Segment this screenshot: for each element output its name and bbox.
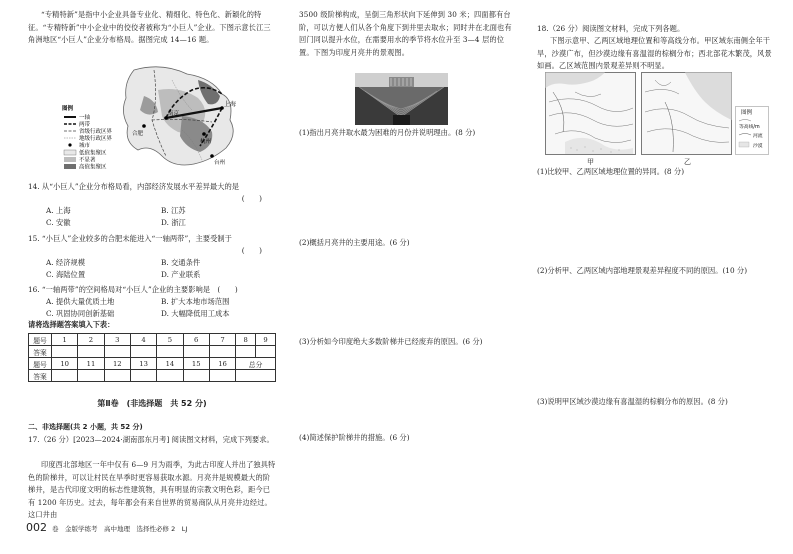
q15-option-a[interactable]: A. 经济规模 [46,258,86,267]
svg-text:两带: 两带 [79,122,91,128]
q17-material: 印度西北部地区一年中仅有 6—9 月为雨季，为此古印度人并出了独具特色的阶梯井，可以让村民在旱季时更容易获取水源。月亮井是规模最大的阶梯井，是古代印度文明的标志性建筑物，具有明显的宗教文明色彩，距今已有 1200 年历史。过去，每年都会有来自世界的贸易商队从月亮井边经过。这口井由 [28,460,276,520]
map-label-jia: 甲 [587,158,594,166]
map-label-yi: 乙 [684,158,691,166]
map-label-nanjing: 南京 [168,111,180,117]
q14-paren: ( ) [241,194,262,203]
answer-cell[interactable] [256,346,276,358]
q16-option-b[interactable]: B. 扩大本地市场范围 [161,297,230,306]
q14-option-c[interactable]: C. 安徽 [46,218,71,228]
svg-text:一轴: 一轴 [79,115,91,121]
footer-text: 卷 金版学练考 高中地理 选择性必修 2 LJ [52,525,188,533]
map-label-hangzhou: 杭州 [200,139,212,145]
q15-option-b[interactable]: B. 交通条件 [161,258,201,267]
q17-part-2: (2)概括月亮井的主要用途。(6 分) [299,238,410,247]
q14-option-a[interactable]: A. 上海 [46,206,71,215]
table-row: 答案 [29,346,276,358]
total-score-cell[interactable] [236,370,276,382]
region-map-legend [736,107,769,155]
svg-text:等高线/m: 等高线/m [739,125,760,130]
q16-option-a[interactable]: A. 提供大量优质土地 [46,297,115,306]
answer-cell[interactable] [157,370,183,382]
map-label-hefei: 合肥 [132,131,144,137]
answer-cell[interactable] [236,346,256,358]
answer-cell[interactable] [209,346,235,358]
q16-option-c[interactable]: C. 巩固协同创新基础 [46,309,115,319]
map-label-shanghai: 上海 [224,101,237,108]
q17-part-3: (3)分析如今印度绝大多数阶梯井已经废弃的原因。(6 分) [299,337,483,346]
answer-cell[interactable] [209,370,235,382]
question-15 [28,233,276,282]
answer-cell[interactable] [183,370,209,382]
answer-cell[interactable] [52,346,78,358]
region-maps [545,72,770,162]
answer-cell[interactable] [157,346,183,358]
answer-cell[interactable] [78,346,104,358]
section-2-heading: 二、非选择题(共 2 小题，共 52 分) [28,423,143,431]
answer-cell[interactable] [78,370,104,382]
map-label-taizhou: 台州 [214,160,226,166]
q17-part-1: (1)指出月亮井取水最为困难的月份并说明理由。(8 分) [299,128,476,137]
part-2-title: 第Ⅱ卷 (非选择题 共 52 分) [97,399,207,408]
q15-option-d[interactable]: D. 产业联系 [161,270,201,280]
page-footer [26,521,187,534]
q17-material-continued: 3500 级阶梯构成，呈倒三角形状向下延伸到 30 米；四面都有台阶，可以方便人们从各个角度下到井里去取水；同时井在北面也有回门同以提升水位，在需要用水的季节将水位升至 3—4 层的位置。下图为印度月亮井的景观图。 [299,10,512,57]
svg-text:城市: 城市 [79,143,91,149]
q15-option-c[interactable]: C. 海陆位置 [46,270,86,280]
svg-text:不显著: 不显著 [79,157,96,164]
page-number: 002 [26,521,47,534]
answer-cell[interactable] [183,346,209,358]
table-row: 题号 10 11 12 13 14 15 16 总分 [29,358,276,370]
svg-text:省级行政区界: 省级行政区界 [79,129,113,135]
q18-part-2: (2)分析甲、乙两区域内部地理景观差异程度不同的原因。(10 分) [537,266,748,275]
svg-text:河流: 河流 [753,134,763,139]
intro-paragraph: “专精特新”是指中小企业具备专业化、精细化、特色化、新颖化的特征。“专精特新”中小企业中的佼佼者被称为“小巨人”企业。下图示意长江三角洲地区“小巨人”企业分布格局。据图完成 14—16 题。 [28,10,271,45]
q15-paren: ( ) [241,246,262,255]
q15-stem: 15. “小巨人”企业较多的合肥未能进入“一轴两带”，主要受制于 [28,234,232,243]
answer-table-title: 请将选择题答案填入下表： [28,320,115,329]
q14-option-d[interactable]: D. 浙江 [161,218,186,228]
stepwell-photo [355,73,448,125]
answer-table [28,333,276,382]
svg-text:高值集聚区: 高值集聚区 [79,164,107,171]
answer-cell[interactable] [104,346,130,358]
q18-material: 下图示意甲、乙两区域地理位置和等高线分布。甲区域东南侧全年干旱，沙漠广布，但沙漠边缘有喜温湿的棕榈分布；西北部花木繁茂，风景如画。乙区域范围内景观差异则不明显。 [537,36,772,71]
q18-part-3: (3)说明甲区域沙漠边缘有喜温湿的棕榈分布的原因。(8 分) [537,397,728,406]
q14-option-b[interactable]: B. 江苏 [161,206,186,215]
map-legend [62,104,113,171]
table-row: 题号 1 2 3 4 5 6 7 8 9 [29,334,276,346]
svg-text:地级行政区界: 地级行政区界 [79,136,113,142]
answer-cell[interactable] [52,370,78,382]
q17-heading: 17.（26 分）[2023—2024·湖南邵东月考] 阅读图文材料，完成下列要求。 [28,435,274,444]
svg-text:图例: 图例 [741,110,753,116]
question-16 [28,284,276,321]
svg-text:图例: 图例 [62,106,74,112]
table-row: 答案 [29,370,276,382]
q18-heading: 18.（26 分）阅读图文材料，完成下列各题。 [537,24,685,33]
yangtze-delta-map [62,60,262,175]
question-14 [28,181,276,230]
q18-part-1: (1)比较甲、乙两区域地理位置的异同。(8 分) [537,167,685,176]
answer-cell[interactable] [130,370,156,382]
q16-option-d[interactable]: D. 大幅降低用工成本 [161,309,230,319]
answer-cell[interactable] [130,346,156,358]
q16-stem: 16. “一轴两带”的空间格局对“小巨人”企业的主要影响是 ( ) [28,285,238,294]
svg-text:沙漠: 沙漠 [753,144,763,149]
q17-part-4: (4)简述保护阶梯井的措施。(6 分) [299,433,410,442]
svg-text:低值集聚区: 低值集聚区 [79,150,107,157]
q14-stem: 14. 从“小巨人”企业分布格局看，内部经济发展水平差异最大的是 [28,182,240,191]
answer-cell[interactable] [104,370,130,382]
